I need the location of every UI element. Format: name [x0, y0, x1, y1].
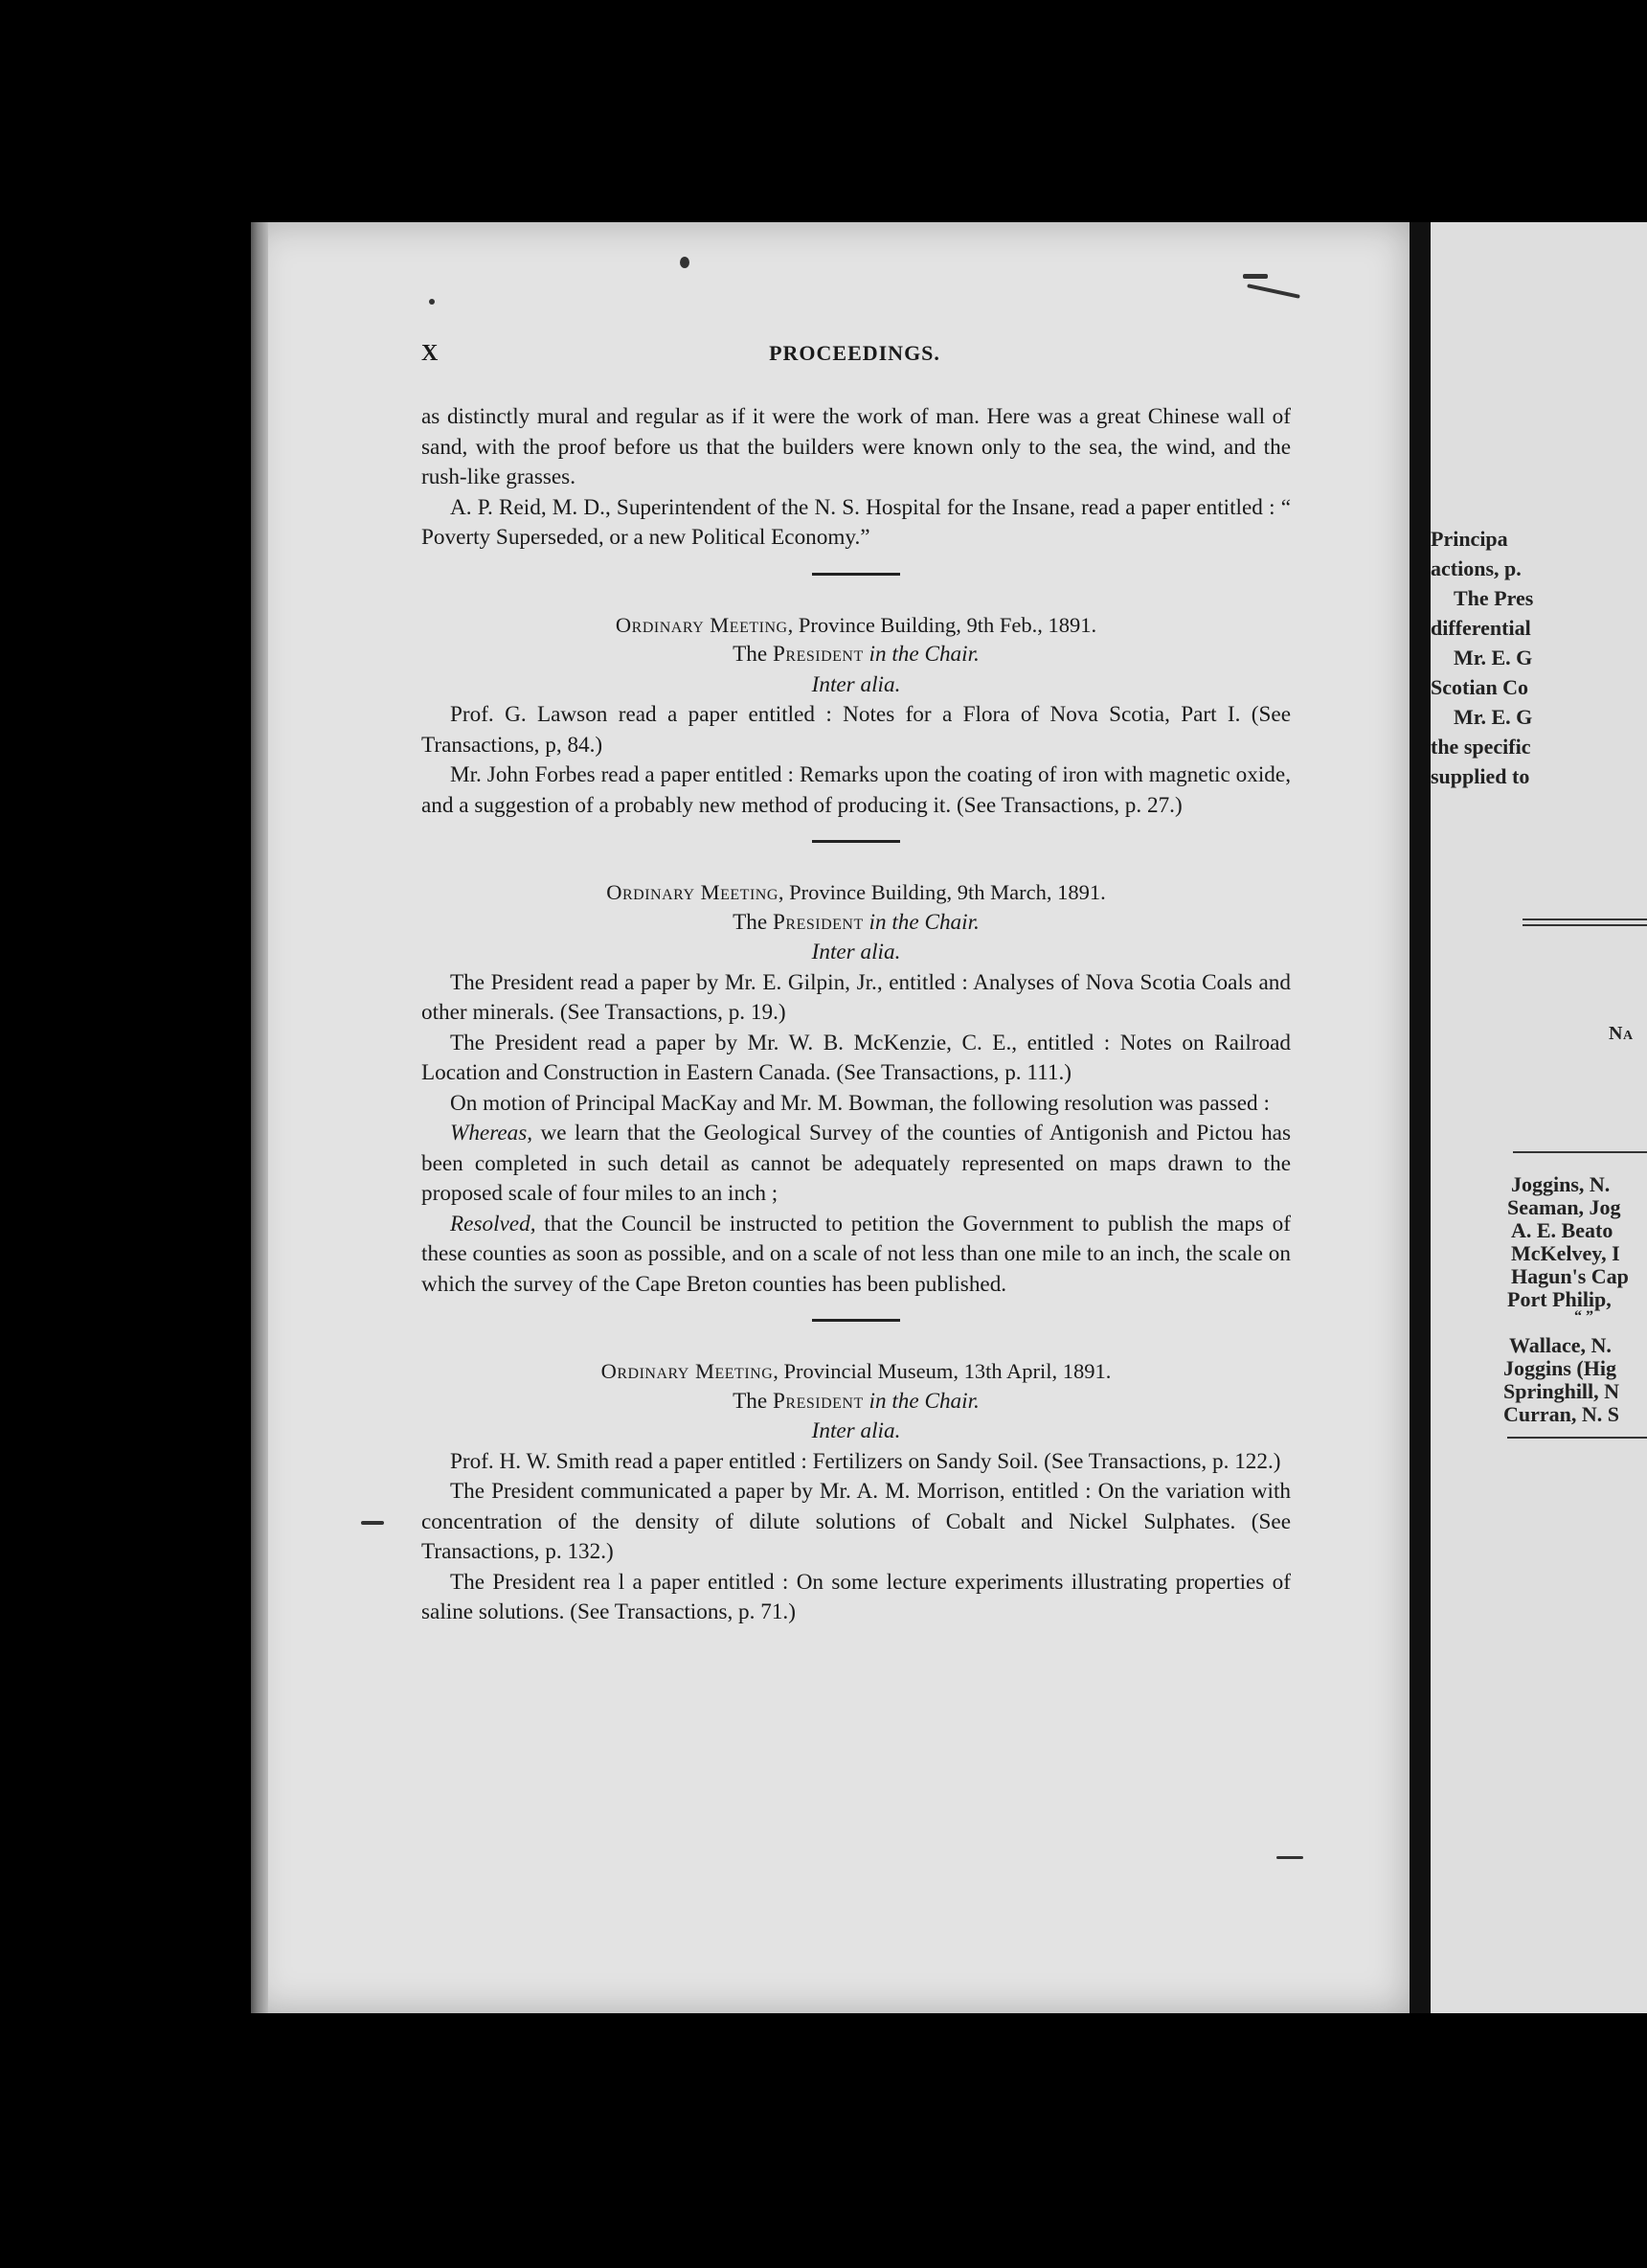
facing-line: Principa — [1431, 527, 1508, 551]
paragraph: The President communicated a paper by Mr. A. M. Morrison, entitled : On the variation with concentration of the density of dilute solutions of Cobalt and Nickel Sulphates. (See Transactions, p. 132.) — [421, 1479, 1291, 1564]
chair-prefix: The — [733, 909, 773, 935]
facing-list-item: Joggins (Hig — [1503, 1356, 1616, 1380]
facing-line: actions, p. — [1431, 556, 1522, 580]
meeting-heading — [421, 1356, 1291, 1387]
facing-list-item: A. E. Beato — [1511, 1218, 1613, 1242]
scan-speck — [361, 1521, 384, 1525]
chair-line — [421, 1387, 1291, 1418]
page-header — [421, 341, 1288, 379]
facing-line: Mr. E. G — [1454, 646, 1533, 669]
resolved-text: that the Council be instructed to petition the Government to publish the maps of these counties as soon as possible, and on a scale of not less than one mile to an inch, the scale on which the survey of the Cape Breton counties has been published. — [421, 1211, 1291, 1297]
inter-alia: Inter alia. — [811, 1418, 901, 1443]
paragraph: On motion of Principal MacKay and Mr. M. Bowman, the following resolution was passed : — [450, 1090, 1270, 1116]
paragraph: as distinctly mural and regular as if it were the work of man. Here was a great Chinese wall of sand, with the proof before us that the builders were known only to the sea, the wind, and the rush-like grasses. — [421, 404, 1291, 489]
facing-line: Scotian Co — [1431, 675, 1529, 699]
facing-double-rule — [1523, 924, 1647, 926]
meeting-type: Ordinary Meeting — [600, 1359, 774, 1383]
resolved-paragraph — [421, 1210, 1291, 1301]
meeting-heading — [421, 610, 1291, 641]
facing-heading: Na — [1609, 1023, 1634, 1044]
scan-speck — [1276, 1856, 1303, 1859]
meeting-place-date: , Province Building, 9th March, 1891. — [778, 880, 1106, 904]
resolved-label: Resolved, — [450, 1211, 536, 1236]
chair-suffix: in the Chair. — [863, 642, 980, 667]
section-rule — [812, 840, 900, 843]
facing-page — [1431, 222, 1647, 2013]
page-body — [421, 402, 1291, 1628]
meeting-place-date: , Provincial Museum, 13th April, 1891. — [773, 1359, 1112, 1383]
page-number: X — [421, 341, 440, 366]
chair-role: President — [773, 1388, 864, 1414]
inter-alia: Inter alia. — [811, 671, 901, 697]
paragraph: The President read a paper by Mr. W. B. McKenzie, C. E., entitled : Notes on Railroad Location and Construction in Eastern Canada. (See Transactions, p. 111.) — [421, 1030, 1291, 1085]
page-edge-shadow — [251, 222, 268, 2013]
facing-list-item: McKelvey, I — [1511, 1241, 1620, 1265]
facing-line: the specific — [1431, 735, 1531, 759]
meeting-type: Ordinary Meeting — [615, 612, 788, 637]
chair-suffix: in the Chair. — [863, 909, 980, 935]
meeting-heading — [421, 877, 1291, 908]
facing-list-item: Curran, N. S — [1503, 1402, 1620, 1426]
whereas-text: we learn that the Geological Survey of the counties of Antigonish and Pictou has been completed in such detail as cannot be adequately represented on maps drawn to the proposed scale of four miles to an inch ; — [421, 1121, 1291, 1206]
section-rule — [812, 573, 900, 576]
running-head: PROCEEDINGS. — [769, 341, 940, 365]
facing-rule — [1507, 1437, 1647, 1439]
scan-speck — [680, 257, 689, 268]
meeting-place-date: , Province Building, 9th Feb., 1891. — [787, 612, 1097, 637]
facing-list-item: “ ” — [1574, 1308, 1593, 1325]
scan-speck — [429, 299, 435, 305]
facing-list-item: Wallace, N. — [1509, 1333, 1612, 1357]
facing-double-rule — [1523, 919, 1647, 920]
facing-list-item: Port Philip, — [1507, 1287, 1612, 1311]
chair-line — [421, 908, 1291, 939]
inter-alia: Inter alia. — [811, 940, 901, 964]
facing-list-item: Joggins, N. — [1511, 1172, 1611, 1196]
chair-prefix: The — [733, 642, 773, 667]
paragraph: The President read a paper by Mr. E. Gilpin, Jr., entitled : Analyses of Nova Scotia Coals and other minerals. (See Transactions, p. 19.) — [421, 969, 1291, 1025]
facing-line: Mr. E. G — [1454, 705, 1533, 729]
facing-list-item: Hagun's Cap — [1511, 1264, 1629, 1288]
chair-line — [421, 640, 1291, 670]
whereas-paragraph — [421, 1119, 1291, 1210]
facing-line: The Pres — [1454, 586, 1534, 610]
meeting-type: Ordinary Meeting — [606, 880, 778, 904]
chair-suffix: in the Chair. — [863, 1388, 980, 1414]
facing-line: supplied to — [1431, 764, 1530, 788]
facing-list-item: Springhill, N — [1503, 1379, 1620, 1403]
paragraph: Prof. G. Lawson read a paper entitled : Notes for a Flora of Nova Scotia, Part I. (See Transactions, p, 84.) — [421, 702, 1291, 758]
facing-line: differential — [1431, 616, 1531, 640]
paragraph: Mr. John Forbes read a paper entitled : Remarks upon the coating of iron with magnetic oxide, and a suggestion of a probably new method of producing it. (See Transactions, p. 27.) — [421, 762, 1291, 818]
scan-speck — [1243, 274, 1268, 279]
paragraph: Prof. H. W. Smith read a paper entitled : Fertilizers on Sandy Soil. (See Transactions, p. 122.) — [450, 1448, 1281, 1474]
paragraph: A. P. Reid, M. D., Superintendent of the N. S. Hospital for the Insane, read a paper entitled : “ Poverty Superseded, or a new Political Economy.” — [421, 494, 1291, 550]
facing-rule — [1513, 1151, 1647, 1153]
chair-role: President — [773, 909, 864, 935]
section-rule — [812, 1319, 900, 1322]
book-gutter — [1410, 222, 1431, 2013]
facing-list-item: Seaman, Jog — [1507, 1195, 1621, 1219]
chair-prefix: The — [733, 1388, 773, 1414]
whereas-label: Whereas, — [450, 1121, 533, 1145]
chair-role: President — [773, 642, 864, 667]
paragraph: The President rea l a paper entitled : On some lecture experiments illustrating properties of saline solutions. (See Transactions, p. 71.) — [421, 1569, 1291, 1624]
